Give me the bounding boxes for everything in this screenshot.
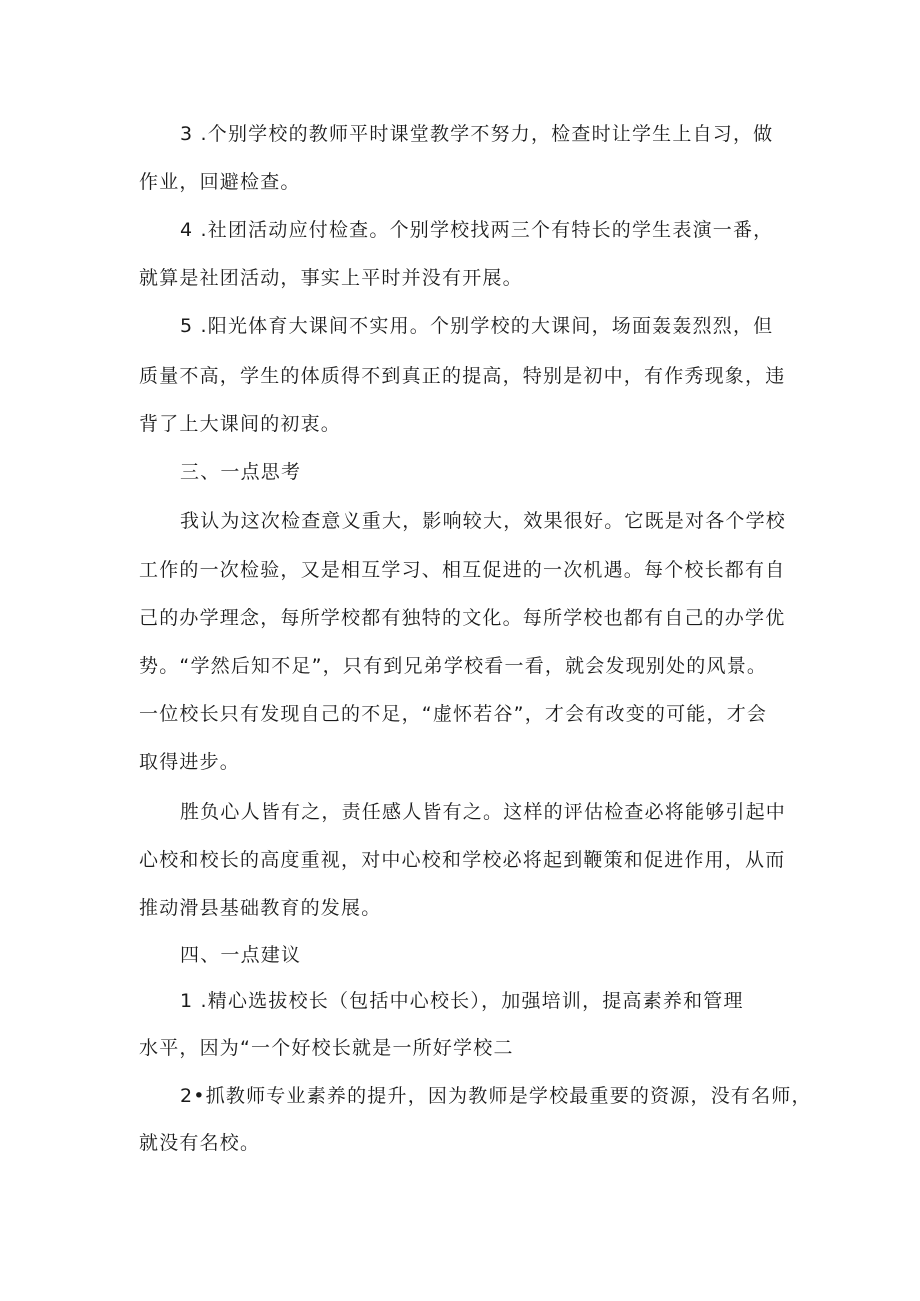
thinking-para-1-line-6: 取得进步。 [139,751,241,773]
suggestion-2-line-2: 就没有名校。 [139,1132,261,1154]
thinking-para-1-line-1: 我认为这次检查意义重大，影响较大，效果很好。它既是对各个学校 [180,510,787,532]
item-5-line-1: 5 .阳光体育大课间不实用。个别学校的大课间，场面轰轰烈烈，但 [180,315,774,337]
thinking-para-2-line-3: 推动滑县基础教育的发展。 [139,897,382,919]
thinking-para-1-line-4: 势。“学然后知不足”，只有到兄弟学校看一看，就会发现别处的风景。 [139,655,768,677]
suggestion-1-line-1: 1 .精心选拔校长（包括中心校长），加强培训，提高素养和管理 [180,990,744,1012]
suggestion-2-line-1: 2•抓教师专业素养的提升，因为教师是学校最重要的资源，没有名师， [180,1085,812,1107]
section-heading-thinking: 三、一点思考 [180,461,302,483]
thinking-para-1-line-3: 己的办学理念，每所学校都有独特的文化。每所学校也都有自己的办学优 [139,607,786,629]
item-3-line-2: 作业，回避检查。 [139,171,301,193]
thinking-para-1-line-2: 工作的一次检验，又是相互学习、相互促进的一次机遇。每个校长都有自 [139,559,786,581]
item-5-line-2: 质量不高，学生的体质得不到真正的提高，特别是初中，有作秀现象，违 [139,365,786,387]
item-4-line-1: 4 .社团活动应付检查。个别学校找两三个有特长的学生表演一番， [180,219,774,241]
section-heading-suggestion: 四、一点建议 [180,944,302,966]
thinking-para-2-line-1: 胜负心人皆有之，责任感人皆有之。这样的评估检查必将能够引起中 [180,801,787,823]
thinking-para-1-line-5: 一位校长只有发现自己的不足，“虚怀若谷”，才会有改变的可能，才会 [139,703,768,725]
thinking-para-2-line-2: 心校和校长的高度重视，对中心校和学校必将起到鞭策和促进作用，从而 [139,849,786,871]
item-4-line-2: 就算是社团活动，事实上平时并没有开展。 [139,267,523,289]
item-3-line-1: 3 .个别学校的教师平时课堂教学不努力，检查时让学生上自习，做 [180,123,774,145]
item-5-line-3: 背了上大课间的初衷。 [139,413,342,435]
suggestion-1-line-2: 水平，因为“一个好校长就是一所好学校二 [139,1037,514,1059]
